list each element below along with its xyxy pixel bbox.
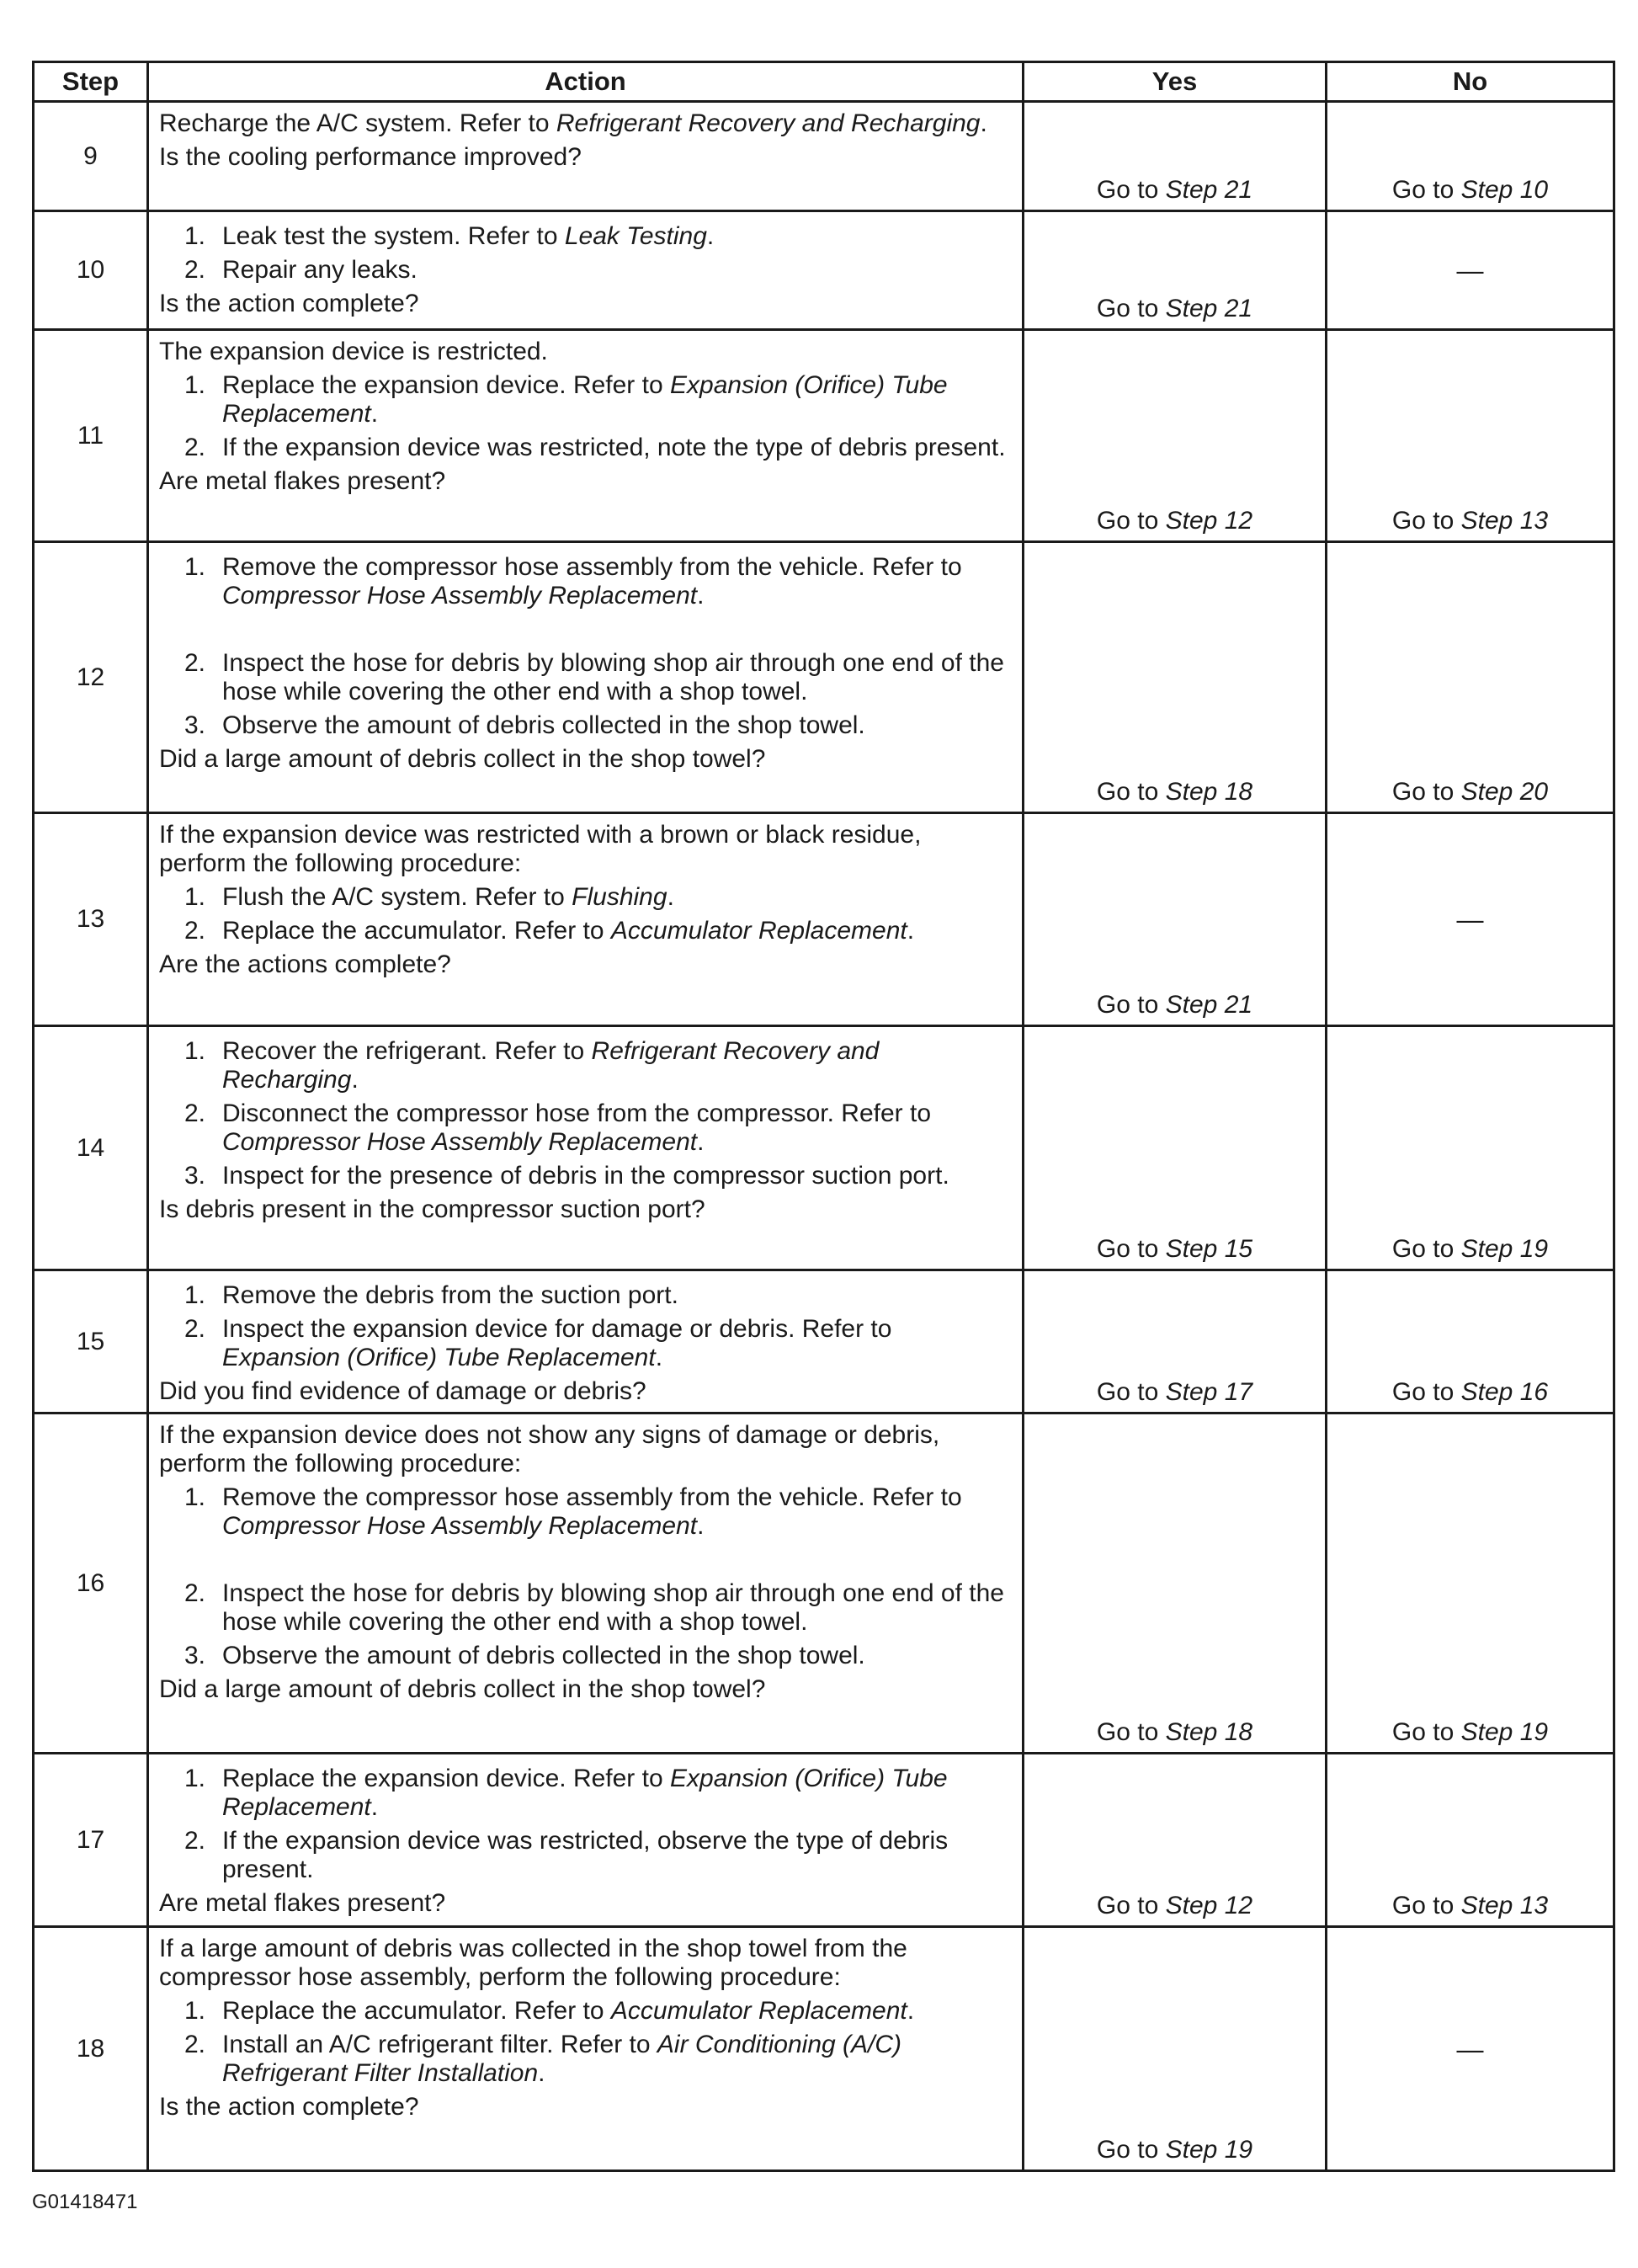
action-item: 2. If the expansion device was restricted, note the type of debris present. (184, 434, 1006, 461)
action-item: 3. Observe the amount of debris collected in the shop towel. (184, 711, 865, 739)
table-row (34, 1927, 1614, 2171)
action-question: Did a large amount of debris collect in the shop towel? (159, 1675, 766, 1703)
action-question: Did you find evidence of damage or debris? (159, 1377, 646, 1405)
action-question: Are metal flakes present? (159, 1889, 446, 1917)
reference-link[interactable]: Expansion (Orifice) Tube Replacement (222, 1765, 948, 1821)
step-number: 18 (34, 1927, 148, 2171)
table-row (34, 102, 1614, 211)
action-item: 1. Replace the expansion device. Refer to Expansion (Orifice) Tube Replacement. (184, 1765, 948, 1821)
action-item: 2. Replace the accumulator. Refer to Accumulator Replacement. (184, 917, 915, 945)
step-number: 15 (34, 1270, 148, 1414)
action-cell (148, 1414, 1024, 1754)
action-cell (148, 102, 1024, 211)
reference-link[interactable]: Refrigerant Recovery and Recharging (556, 109, 981, 137)
no-step-link[interactable]: Step 16 (1460, 1378, 1549, 1406)
action-cell (148, 1270, 1024, 1414)
action-item: 1. Recover the refrigerant. Refer to Refrigerant Recovery and Recharging. (184, 1037, 880, 1094)
reference-link[interactable]: Accumulator Replacement (610, 917, 907, 945)
action-cell (148, 813, 1024, 1026)
action-item: 3. Observe the amount of debris collected in the shop towel. (184, 1642, 865, 1669)
yes-cell: Go to Step 15 (1024, 1026, 1327, 1270)
reference-link[interactable]: Refrigerant Recovery and Recharging (222, 1037, 880, 1094)
action-item: 2. Disconnect the compressor hose from the compressor. Refer to Compressor Hose Assembly Replacement. (184, 1099, 932, 1156)
no-step-link[interactable]: Step 10 (1460, 176, 1549, 204)
action-item: 2. Inspect the hose for debris by blowing shop air through one end of the hose while covering the other end with a shop towel. (184, 1579, 1004, 1636)
step-number: 17 (34, 1754, 148, 1927)
action-item: 1. Remove the compressor hose assembly from the vehicle. Refer to Compressor Hose Assembly Replacement. (184, 1483, 962, 1540)
step-number: 12 (34, 542, 148, 813)
reference-link[interactable]: Compressor Hose Assembly Replacement (222, 582, 698, 610)
step-number: 13 (34, 813, 148, 1026)
no-cell-empty: — (1327, 1927, 1614, 2171)
action-item: 2. If the expansion device was restricted, observe the type of debris present. (184, 1827, 949, 1883)
reference-link[interactable]: Accumulator Replacement (610, 1997, 907, 2025)
table-row (34, 1754, 1614, 1927)
action-question: Is the cooling performance improved? (159, 143, 582, 171)
yes-step-link[interactable]: Step 19 (1165, 2136, 1253, 2164)
step-number: 9 (34, 102, 148, 211)
action-item: 1. Leak test the system. Refer to Leak Testing. (184, 222, 715, 250)
action-intro: If a large amount of debris was collected in the shop towel from the compressor hose assembly, perform the following procedure: (159, 1935, 907, 1991)
action-cell (148, 330, 1024, 542)
action-intro: Recharge the A/C system. Refer to Refrigerant Recovery and Recharging. (159, 109, 987, 137)
yes-cell: Go to Step 12 (1024, 1754, 1327, 1927)
table-header-row (34, 62, 1614, 102)
yes-step-link[interactable]: Step 18 (1165, 1718, 1253, 1746)
no-cell: Go to Step 19 (1327, 1026, 1614, 1270)
reference-link[interactable]: Expansion (Orifice) Tube Replacement (222, 371, 948, 428)
reference-link[interactable]: Flushing (572, 883, 667, 911)
yes-step-link[interactable]: Step 12 (1165, 507, 1253, 535)
action-question: Did a large amount of debris collect in the shop towel? (159, 745, 766, 773)
action-cell (148, 1927, 1024, 2171)
yes-cell: Go to Step 21 (1024, 813, 1327, 1026)
no-step-link[interactable]: Step 13 (1460, 507, 1549, 535)
reference-link[interactable]: Air Conditioning (A/C) Refrigerant Filter Installation (222, 2031, 902, 2087)
reference-link[interactable]: Expansion (Orifice) Tube Replacement (222, 1344, 656, 1371)
action-item: 1. Remove the debris from the suction port. (184, 1281, 678, 1309)
action-item: 1. Flush the A/C system. Refer to Flushing. (184, 883, 674, 911)
reference-link[interactable]: Leak Testing (564, 222, 707, 250)
yes-cell: Go to Step 18 (1024, 542, 1327, 813)
table-row (34, 211, 1614, 330)
action-cell (148, 542, 1024, 813)
action-intro: If the expansion device was restricted with a brown or black residue, perform the following procedure: (159, 821, 922, 877)
action-question: Is the action complete? (159, 290, 419, 317)
action-cell (148, 211, 1024, 330)
yes-step-link[interactable]: Step 12 (1165, 1892, 1253, 1919)
step-number: 11 (34, 330, 148, 542)
step-number: 16 (34, 1414, 148, 1754)
table-row (34, 1026, 1614, 1270)
action-item: 2. Inspect the expansion device for damage or debris. Refer to Expansion (Orifice) Tube Replacement. (184, 1315, 892, 1371)
action-item: 3. Inspect for the presence of debris in the compressor suction port. (184, 1162, 949, 1190)
action-item: 1. Replace the expansion device. Refer to Expansion (Orifice) Tube Replacement. (184, 371, 948, 428)
table-row (34, 813, 1614, 1026)
reference-link[interactable]: Compressor Hose Assembly Replacement (222, 1512, 698, 1540)
header-yes: Yes (1024, 62, 1327, 102)
no-cell: Go to Step 20 (1327, 542, 1614, 813)
action-question: Are the actions complete? (159, 950, 451, 978)
no-cell: Go to Step 13 (1327, 1754, 1614, 1927)
action-question: Are metal flakes present? (159, 467, 446, 495)
action-item: 2. Inspect the hose for debris by blowing shop air through one end of the hose while covering the other end with a shop towel. (184, 649, 1004, 705)
no-step-link[interactable]: Step 20 (1460, 778, 1549, 806)
no-step-link[interactable]: Step 19 (1460, 1235, 1549, 1263)
step-number: 14 (34, 1026, 148, 1270)
no-cell: Go to Step 19 (1327, 1414, 1614, 1754)
diagnostic-table (32, 61, 1615, 2172)
yes-step-link[interactable]: Step 21 (1165, 176, 1253, 204)
table-row (34, 1270, 1614, 1414)
no-cell-empty: — (1327, 813, 1614, 1026)
yes-step-link[interactable]: Step 17 (1165, 1378, 1253, 1406)
action-question: Is debris present in the compressor suction port? (159, 1195, 705, 1223)
yes-step-link[interactable]: Step 21 (1165, 991, 1253, 1019)
no-cell-empty: — (1327, 211, 1614, 330)
action-intro: The expansion device is restricted. (159, 338, 548, 365)
yes-cell: Go to Step 21 (1024, 102, 1327, 211)
action-question: Is the action complete? (159, 2093, 419, 2121)
no-cell: Go to Step 13 (1327, 330, 1614, 542)
action-item: 1. Replace the accumulator. Refer to Accumulator Replacement. (184, 1997, 915, 2025)
no-step-link[interactable]: Step 13 (1460, 1892, 1549, 1919)
action-item: 2. Install an A/C refrigerant filter. Refer to Air Conditioning (A/C) Refrigerant Filter Installation. (184, 2031, 902, 2087)
action-item: 1. Remove the compressor hose assembly from the vehicle. Refer to Compressor Hose Assembly Replacement. (184, 553, 962, 610)
no-cell: Go to Step 16 (1327, 1270, 1614, 1414)
yes-cell: Go to Step 18 (1024, 1414, 1327, 1754)
yes-step-link[interactable]: Step 18 (1165, 778, 1253, 806)
reference-link[interactable]: Compressor Hose Assembly Replacement (222, 1128, 698, 1156)
figure-code: G01418471 (32, 2191, 138, 2213)
step-number: 10 (34, 211, 148, 330)
table-row (34, 1414, 1614, 1754)
yes-step-link[interactable]: Step 21 (1165, 295, 1253, 322)
yes-cell: Go to Step 21 (1024, 211, 1327, 330)
no-cell: Go to Step 10 (1327, 102, 1614, 211)
no-step-link[interactable]: Step 19 (1460, 1718, 1549, 1746)
action-intro: If the expansion device does not show any signs of damage or debris, perform the following procedure: (159, 1421, 940, 1477)
table-row (34, 542, 1614, 813)
diagnostic-table-page (32, 61, 1613, 2172)
yes-cell: Go to Step 12 (1024, 330, 1327, 542)
yes-cell: Go to Step 19 (1024, 1927, 1327, 2171)
header-action: Action (148, 62, 1024, 102)
header-step: Step (34, 62, 148, 102)
table-row (34, 330, 1614, 542)
action-cell (148, 1026, 1024, 1270)
yes-cell: Go to Step 17 (1024, 1270, 1327, 1414)
yes-step-link[interactable]: Step 15 (1165, 1235, 1253, 1263)
action-cell (148, 1754, 1024, 1927)
header-no: No (1327, 62, 1614, 102)
action-item: 2. Repair any leaks. (184, 256, 417, 284)
